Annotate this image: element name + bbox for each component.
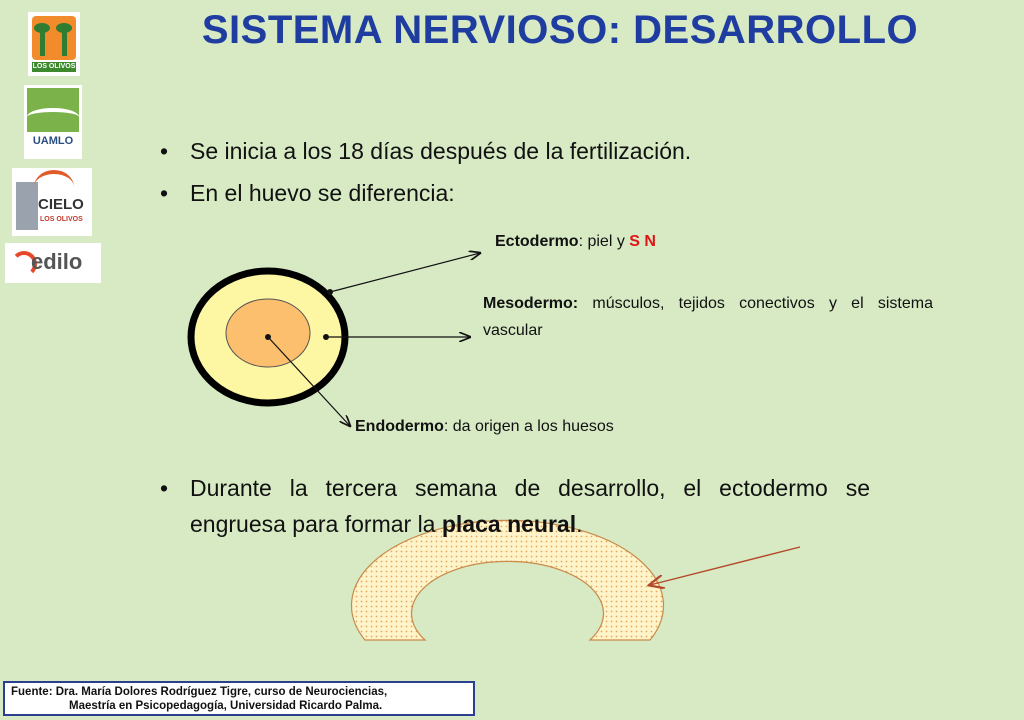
ectodermo-label	[495, 233, 656, 251]
endodermo-desc: : da origen a los huesos	[443, 418, 614, 435]
footer-line-2: Maestría en Psicopedagogía, Universidad Ricardo Palma.	[69, 700, 383, 712]
bullet-text: En el huevo se diferencia:	[190, 180, 455, 206]
source-footer	[3, 681, 475, 716]
bullet-bold-term: placa neural	[441, 511, 577, 537]
neural-plate-arrow	[650, 547, 800, 585]
endodermo-dot	[265, 334, 271, 340]
ectodermo-desc: : piel y	[578, 233, 630, 250]
mesodermo-term: Mesodermo:	[483, 295, 579, 312]
bullet-text-end: .	[576, 511, 583, 537]
ectodermo-term: Ectodermo	[495, 233, 579, 250]
bullet-marker: •	[160, 138, 169, 164]
endodermo-label	[355, 418, 614, 436]
endodermo-term: Endodermo	[355, 418, 444, 435]
bullet-text: Durante la tercera semana de desarrollo, el ectodermo se engruesa para formar la	[190, 475, 870, 537]
footer-line-1: Fuente: Dra. María Dolores Rodríguez Tigre, curso de Neurociencias,	[11, 686, 388, 698]
ectodermo-dot	[327, 289, 333, 295]
uamlo-label: UAMLO	[32, 135, 74, 147]
ectodermo-highlight: S N	[629, 233, 656, 250]
mesodermo-desc: músculos, tejidos conectivos y el sistema vascular	[483, 295, 933, 339]
egg-endoderm	[226, 299, 310, 367]
bullet-item	[160, 470, 870, 542]
cielo-label: CIELO	[38, 196, 84, 213]
los-olivos-label: LOS OLIVOS	[32, 63, 76, 70]
mesodermo-label	[483, 290, 933, 344]
cielo-sublabel: LOS OLIVOS	[40, 216, 83, 223]
bullet-marker: •	[160, 180, 169, 206]
mesodermo-dot	[323, 334, 329, 340]
bullet-text: Se inicia a los 18 días después de la fertilización.	[190, 138, 692, 164]
edilo-label: edilo	[31, 249, 83, 274]
ectodermo-arrow	[330, 253, 480, 292]
slide-title: SISTEMA NERVIOSO: DESARROLLO	[201, 8, 919, 52]
bullet-marker: •	[160, 475, 169, 501]
